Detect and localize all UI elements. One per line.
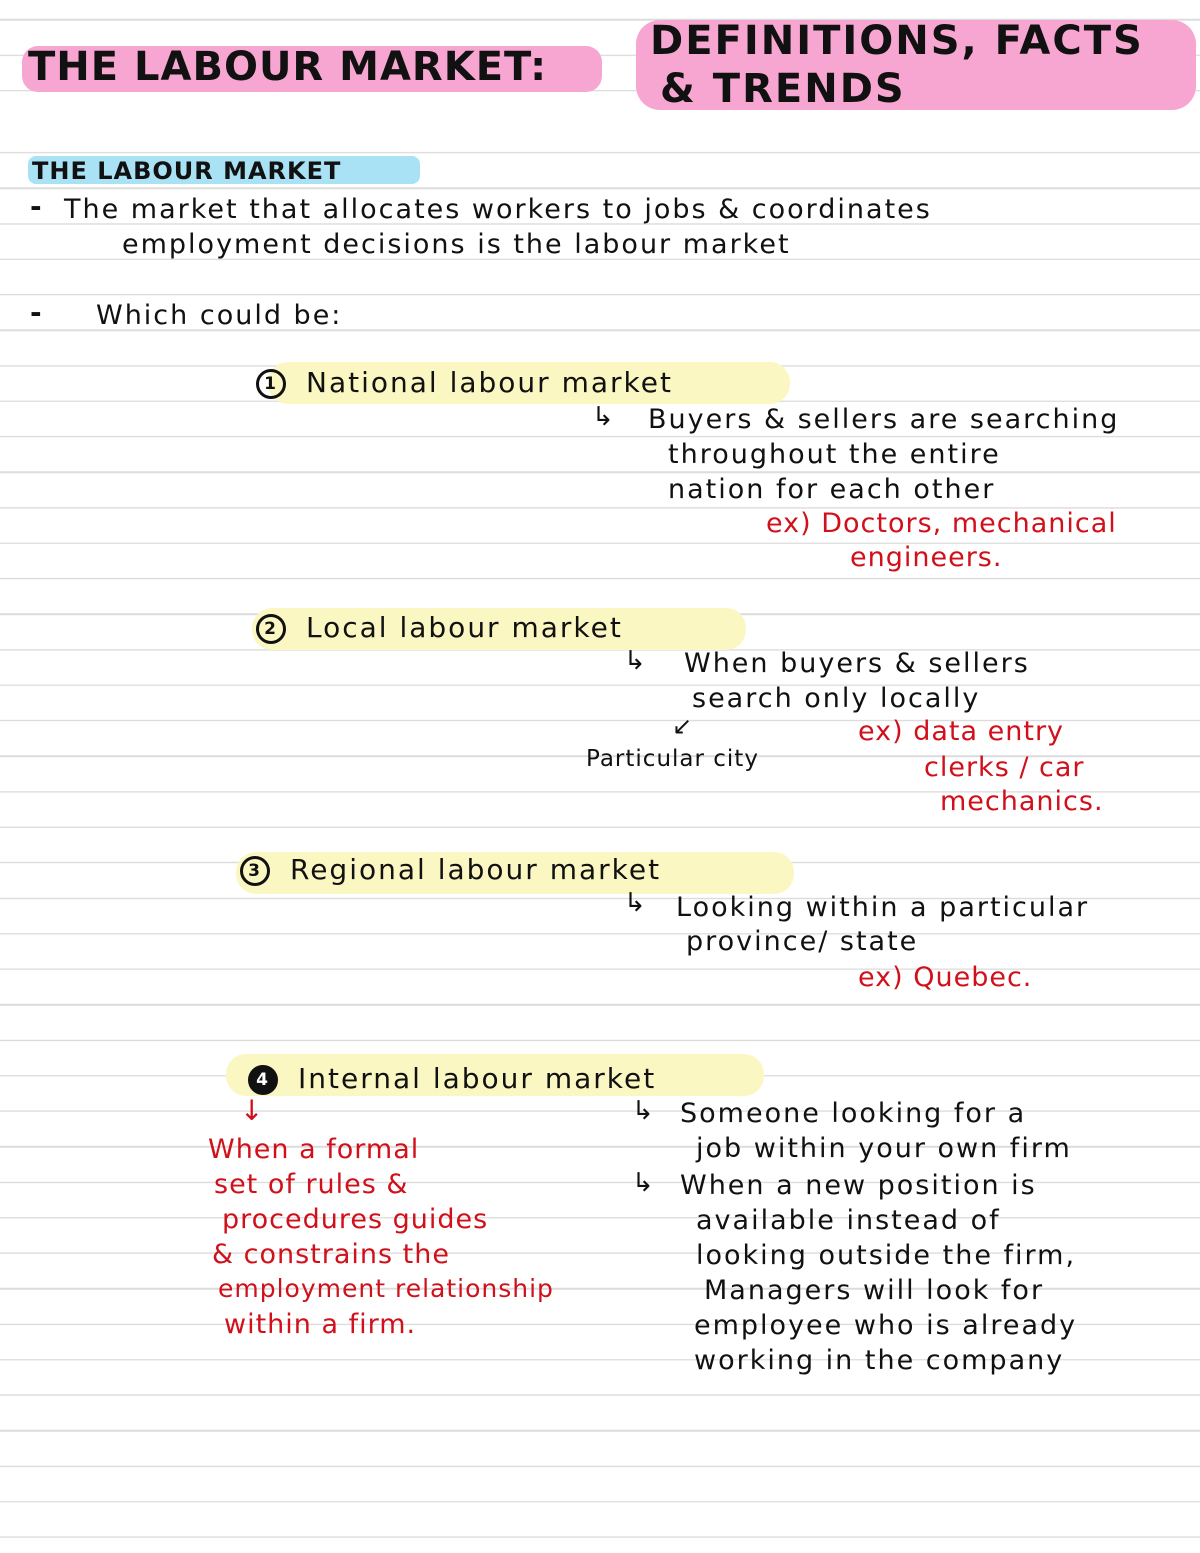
- internal-desc-line: Someone looking for a: [680, 1098, 1027, 1129]
- subtitle-line-1: DEFINITIONS, FACTS: [650, 18, 1144, 64]
- local-side-note: Particular city: [586, 746, 759, 772]
- internal-note-line: employment relationship: [218, 1274, 554, 1303]
- number-badge: 1: [256, 369, 286, 399]
- regional-desc-line: province/ state: [686, 926, 919, 957]
- local-example: ex) data entry: [858, 716, 1065, 747]
- national-desc-line: throughout the entire: [668, 439, 1001, 470]
- national-example: engineers.: [850, 542, 1003, 573]
- national-desc-line: nation for each other: [668, 474, 996, 505]
- market-title: National labour market: [306, 366, 673, 399]
- market-title: Regional labour market: [290, 853, 662, 886]
- internal-note-line: set of rules &: [214, 1169, 409, 1200]
- number-badge: 2: [256, 614, 286, 644]
- arrow-down-icon: ↓: [240, 1094, 264, 1127]
- arrow-icon: ↳: [624, 646, 646, 676]
- regional-example: ex) Quebec.: [858, 962, 1033, 993]
- which-could-be: Which could be:: [96, 300, 343, 331]
- internal-desc-line: looking outside the firm,: [696, 1240, 1077, 1271]
- local-labour-market-heading: [256, 611, 623, 644]
- arrow-icon: ↳: [624, 888, 646, 918]
- internal-desc-line: available instead of: [696, 1205, 1001, 1236]
- market-title: Internal labour market: [298, 1062, 657, 1095]
- arrow-icon: ↳: [632, 1096, 654, 1126]
- page-title: THE LABOUR MARKET:: [28, 44, 548, 90]
- arrow-icon: ↳: [632, 1168, 654, 1198]
- local-example: clerks / car: [924, 752, 1085, 783]
- internal-note-line: When a formal: [208, 1134, 420, 1165]
- local-desc-line: search only locally: [692, 683, 981, 714]
- national-example: ex) Doctors, mechanical: [766, 508, 1117, 539]
- bullet-dash: -: [30, 296, 44, 329]
- internal-desc-line: job within your own firm: [696, 1133, 1072, 1164]
- national-desc-line: Buyers & sellers are searching: [648, 404, 1120, 435]
- internal-labour-market-heading: [248, 1062, 656, 1095]
- internal-note-line: & constrains the: [212, 1239, 450, 1270]
- internal-note-line: procedures guides: [222, 1204, 489, 1235]
- national-labour-market-heading: [256, 366, 673, 399]
- market-title: Local labour market: [306, 611, 623, 644]
- number-badge: 4: [248, 1065, 278, 1095]
- subtitle-line-2: & TRENDS: [660, 66, 906, 112]
- internal-desc-line: Managers will look for: [704, 1275, 1045, 1306]
- internal-desc-line: employee who is already: [694, 1310, 1078, 1341]
- internal-desc-line: working in the company: [694, 1345, 1065, 1376]
- definition-line-1: The market that allocates workers to jobs & coordinates: [64, 194, 932, 225]
- arrow-icon: ↳: [592, 402, 614, 432]
- internal-desc-line: When a new position is: [680, 1170, 1037, 1201]
- number-badge: 3: [240, 856, 270, 886]
- bullet-dash: -: [30, 190, 44, 223]
- arrow-down-left-icon: ↙: [672, 712, 693, 740]
- local-example: mechanics.: [940, 786, 1104, 817]
- definition-line-2: employment decisions is the labour market: [122, 229, 791, 260]
- regional-labour-market-heading: [240, 853, 661, 886]
- section-heading: THE LABOUR MARKET: [32, 157, 342, 185]
- regional-desc-line: Looking within a particular: [676, 892, 1090, 923]
- local-desc-line: When buyers & sellers: [684, 648, 1030, 679]
- internal-note-line: within a firm.: [224, 1309, 417, 1340]
